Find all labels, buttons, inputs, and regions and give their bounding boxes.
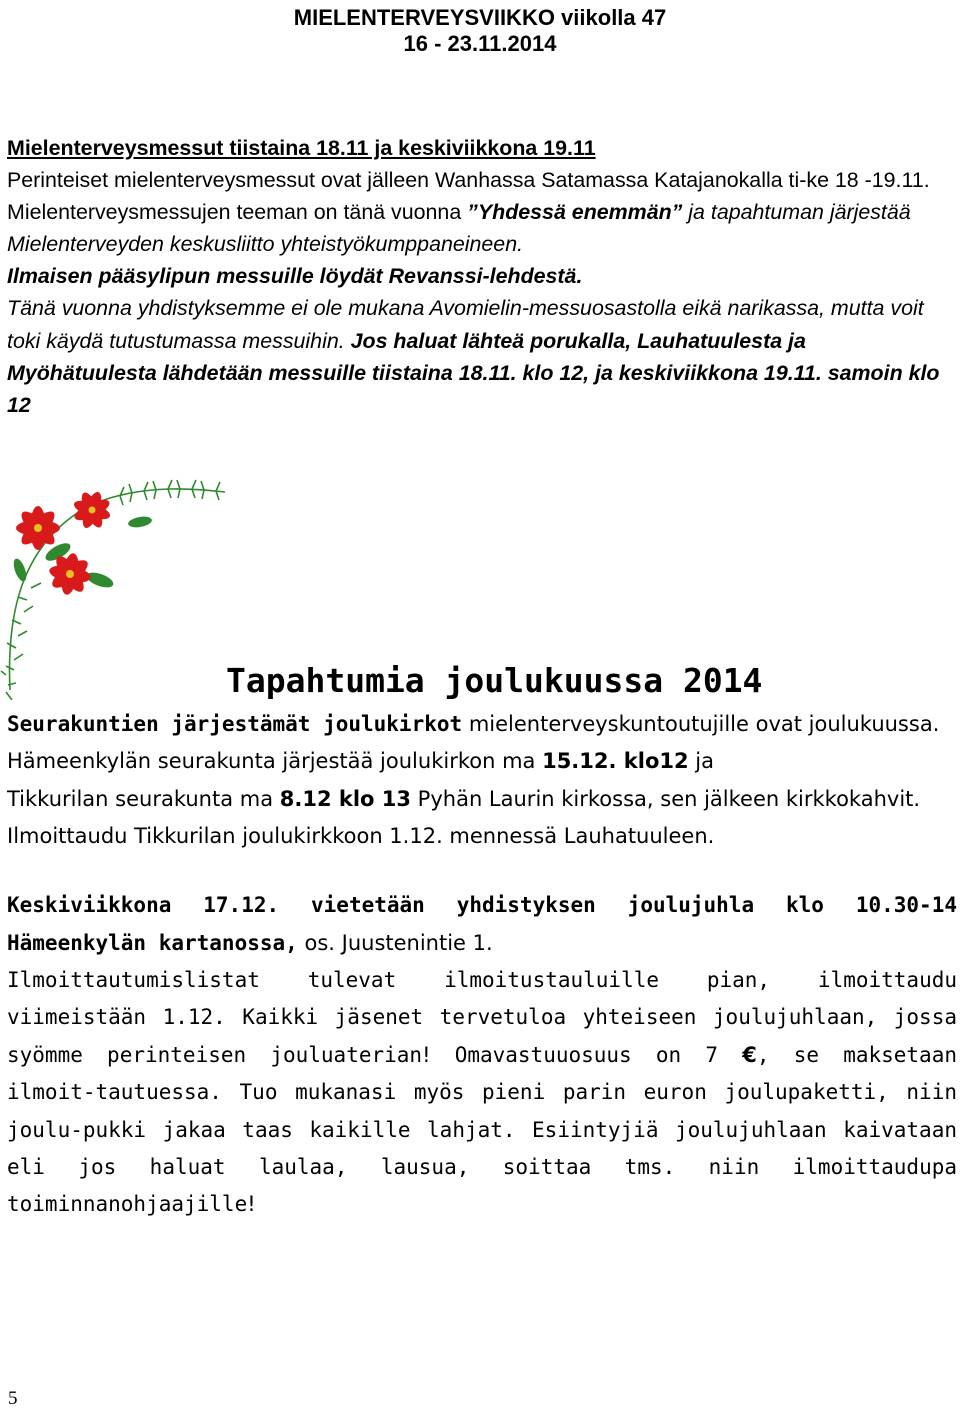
events-text: ! [422,1042,431,1067]
spacer [7,855,957,887]
events-section [7,706,957,1224]
christmas-party-paragraph [7,887,957,1224]
messut-text: ja tapahtuman järjestää Mielenterveyden keskusliitto yhteistyökumppaneineen. [7,200,911,257]
event-tikkurila [7,781,957,818]
messut-ticket-note: Ilmaisen pääsylipun messuille löydät Revanssi-lehdestä. [7,264,583,289]
event-date: 8.12 klo 13 [279,786,411,811]
events-text: mielenterveyskuntoutujille ovat joulukuussa. [462,712,940,736]
events-text: ! [247,1192,256,1217]
events-text: Hämeenkylän seurakunta järjestää joulukirkon ma [7,749,543,774]
messut-text: Perinteiset mielenterveysmessut ovat jälleen Wanhassa Satamassa Katajanokalla ti-ke 18 -19.11. Mielenterveysmessujen teeman on tänä vuonna [7,168,930,225]
poinsettia-garland-icon [0,470,240,700]
header-dates: 16 - 23.11.2014 [403,31,557,56]
party-address: Juustenintie 1. [341,930,493,955]
events-text: Pyhän Laurin kirkossa, sen jälkeen kirkkokahvit. [411,786,921,811]
event-date: 15.12. klo12 [542,749,689,774]
events-title: Tapahtumia joulukuussa 2014 [226,661,763,700]
events-text: Ilmoittautumislistat tulevat ilmoitustauluille pian, ilmoittaudu viimeistään 1.12. Kaikki jäsenet tervetuloa yhteiseen joulujuhlaan, jossa syömme perinteisen jouluaterian [7,968,957,1067]
party-details: Keskiviikkona 17.12. vietetään yhdistyksen joulujuhla klo 10.30-14 Hämeenkylän kartanossa, [7,893,957,955]
events-intro [7,706,957,743]
messut-paragraph-1 [7,164,955,260]
event-registration: Ilmoittaudu Tikkurilan joulukirkkoon 1.12. mennessä Lauhatuuleen. [7,823,715,848]
event-hameenkyla [7,743,957,780]
events-text: Omavastuuosuus on 7 [430,1042,743,1067]
messut-section [7,132,955,421]
events-intro-bold: Seurakuntien järjestämät joulukirkot [7,712,463,736]
page-number: 5 [8,1388,18,1409]
messut-theme: ”Yhdessä enemmän” [467,200,683,225]
header-title: MIELENTERVEYSVIIKKO viikolla 47 [293,5,667,30]
messut-text: Tänä vuonna yhdistyksemme ei ole mukana Avomielin-messuosastolla eikä narikassa, mutta voit toki käydä tutustumassa messuihin. [7,296,924,353]
events-text: ja [688,749,714,774]
events-text: Tikkurilan seurakunta ma [7,786,280,811]
messut-departure-info: Jos haluat lähteä porukalla, Lauhatuulesta ja Myöhätuulesta lähdetään messuille tiistaina 18.11. klo 12, ja keskiviikkona 19.11. samoin klo 12 [7,328,940,417]
messut-title: Mielenterveysmessut tiistaina 18.11 ja keskiviikkona 19.11 [7,136,596,160]
euro-sign: € [742,1042,757,1067]
events-text: os. [297,930,342,955]
events-text: , se maksetaan ilmoit-tautuessa. Tuo mukanasi myös pieni parin euron joulupaketti, niin joulu-pukki jakaa taas kaikille lahjat. Esiintyjiä joulujuhlaan kaivataan eli jos haluat laulaa, lausua, soittaa tms. niin ilmoittaudupa toiminnanohjaajille [7,1042,957,1217]
messut-paragraph-3 [7,292,955,420]
